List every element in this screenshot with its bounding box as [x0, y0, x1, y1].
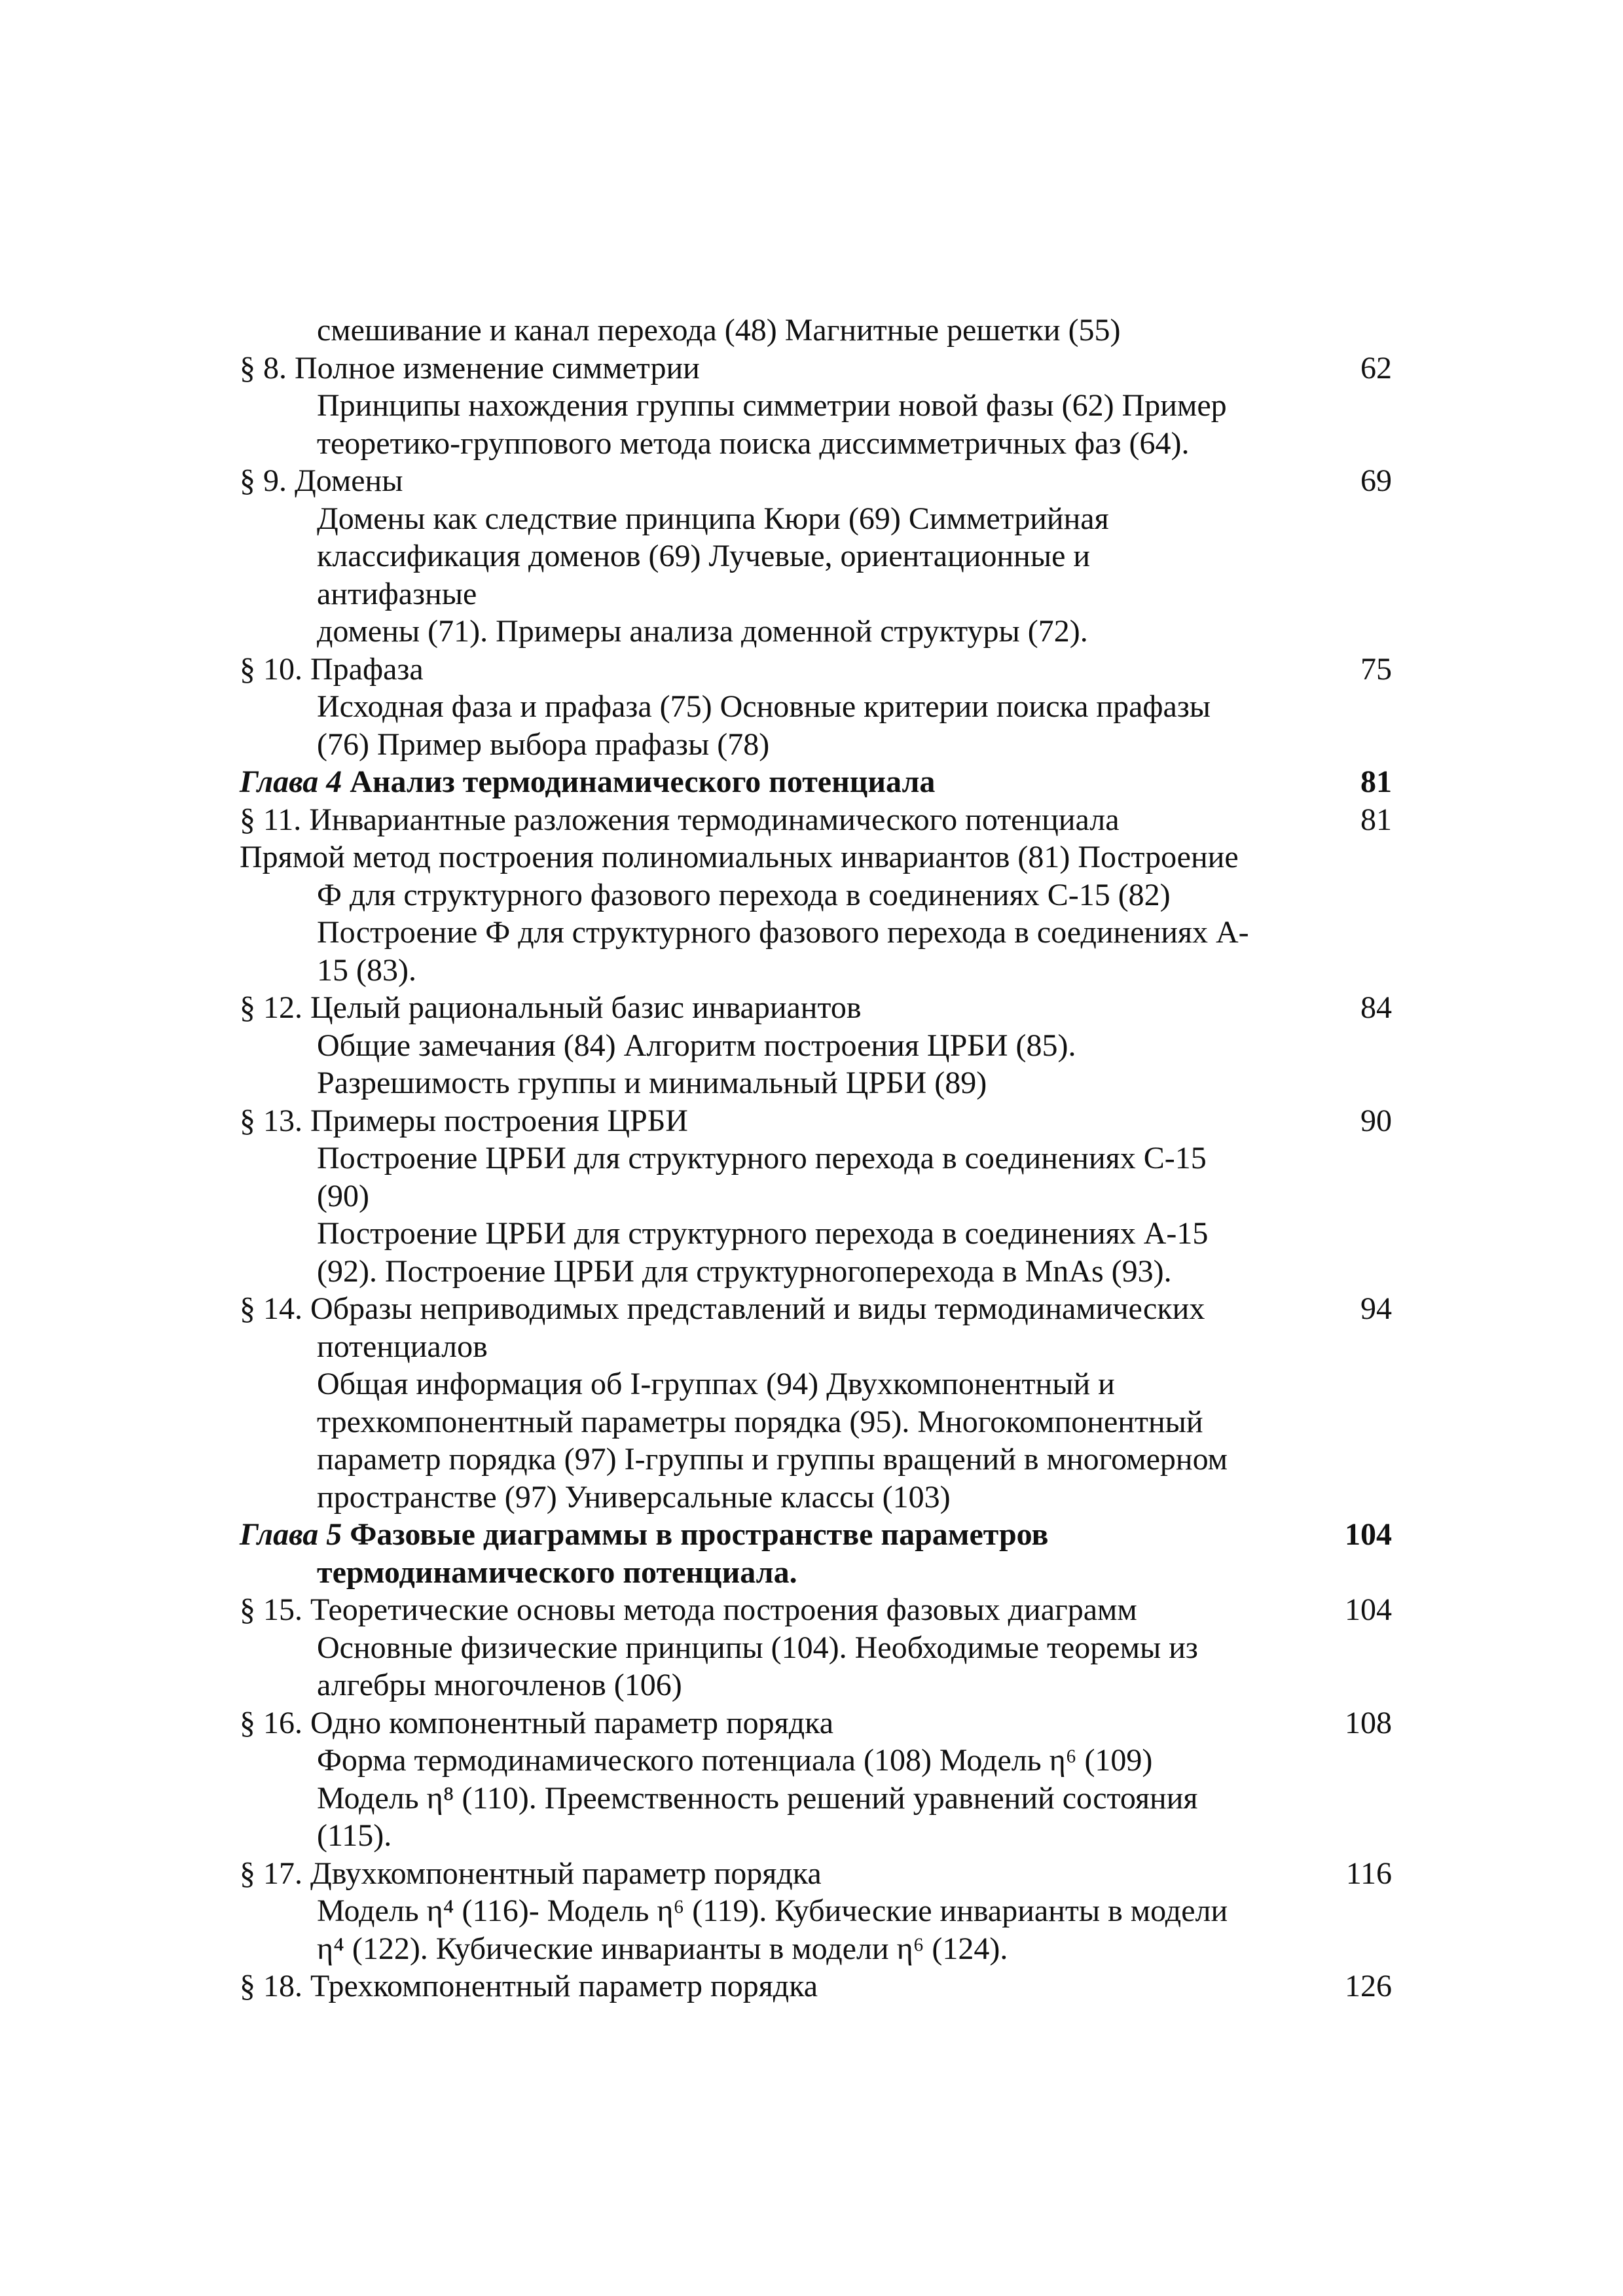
table-of-contents: [240, 312, 1392, 2005]
toc-section-title: § 17. Двухкомпонентный параметр порядка: [240, 1856, 822, 1891]
toc-line: [240, 613, 1392, 651]
toc-section-10: [240, 651, 1392, 689]
toc-text: трехкомпонентный параметры порядка (95). Многокомпонентный: [317, 1404, 1203, 1439]
toc-page-number: 108: [1345, 1705, 1392, 1740]
toc-line: [240, 726, 1392, 764]
toc-line: [240, 1253, 1392, 1291]
toc-text: Прямой метод построения полиномиальных инвариантов (81) Построение: [240, 840, 1239, 874]
toc-section-title: § 13. Примеры построения ЦРБИ: [240, 1103, 688, 1138]
toc-page-number: 81: [1360, 802, 1392, 837]
toc-chapter-4: [240, 763, 1392, 801]
toc-line: [240, 1629, 1392, 1667]
toc-chapter-title-continued: [240, 1554, 1392, 1592]
toc-line: [240, 425, 1392, 463]
toc-line: [240, 1780, 1392, 1818]
toc-section-8: [240, 350, 1392, 387]
chapter-title: Анализ термодинамического потенциала: [350, 764, 936, 799]
toc-page-number: 104: [1345, 1517, 1392, 1552]
toc-page-number: 104: [1345, 1592, 1392, 1627]
toc-text: η⁴ (122). Кубические инварианты в модели η⁶ (124).: [317, 1931, 1008, 1966]
toc-page-number: 75: [1360, 651, 1392, 687]
chapter-label: Глава 4: [240, 764, 342, 799]
toc-section-14: [240, 1290, 1392, 1328]
toc-text: потенциалов: [317, 1329, 488, 1364]
toc-line: [240, 500, 1392, 538]
toc-text: смешивание и канал перехода (48) Магнитные решетки (55): [317, 313, 1121, 348]
toc-line: [240, 1215, 1392, 1253]
toc-section-title: § 16. Одно компонентный параметр порядка: [240, 1705, 834, 1740]
toc-line: [240, 1479, 1392, 1516]
toc-text: (76) Пример выбора прафазы (78): [317, 726, 770, 762]
toc-text: Построение Ф для структурного фазового перехода в соединениях А-: [317, 915, 1249, 950]
toc-section-12: [240, 989, 1392, 1027]
chapter-title: термодинамического потенциала.: [317, 1554, 797, 1590]
toc-text: Ф для структурного фазового перехода в соединениях С-15 (82): [317, 877, 1171, 912]
toc-text: Построение ЦРБИ для структурного перехода в соединениях С-15 (90): [317, 1141, 1207, 1213]
toc-line: [240, 914, 1392, 952]
toc-line: [240, 1892, 1392, 1930]
toc-section-title: § 11. Инвариантные разложения термодинамического потенциала: [240, 802, 1120, 837]
toc-page-number: 62: [1360, 350, 1392, 386]
toc-text: (115).: [317, 1818, 392, 1853]
toc-text: Построение ЦРБИ для структурного перехода в соединениях А-15: [317, 1216, 1209, 1251]
toc-chapter-5: [240, 1516, 1392, 1554]
toc-line: [240, 876, 1392, 914]
toc-section-title: § 15. Теоретические основы метода построения фазовых диаграмм: [240, 1592, 1137, 1627]
toc-page-number: 94: [1360, 1291, 1392, 1326]
toc-section-title: § 10. Прафаза: [240, 651, 424, 687]
toc-text: алгебры многочленов (106): [317, 1668, 682, 1702]
toc-text: Основные физические принципы (104). Необходимые теоремы из: [317, 1630, 1198, 1665]
toc-section-11: [240, 801, 1392, 839]
toc-line: [240, 1441, 1392, 1479]
toc-section-title: § 18. Трехкомпонентный параметр порядка: [240, 1969, 818, 2003]
toc-line: [240, 1139, 1392, 1215]
toc-line: [240, 387, 1392, 425]
toc-text: теоретико-группового метода поиска диссимметричных фаз (64).: [317, 425, 1190, 461]
toc-line: [240, 838, 1392, 876]
toc-section-title: § 12. Целый рациональный базис инвариантов: [240, 990, 862, 1025]
toc-line: [240, 1403, 1392, 1441]
toc-line: [240, 1027, 1392, 1065]
toc-text: Домены как следствие принципа Кюри (69) Симметрийная: [317, 501, 1109, 536]
toc-section-16: [240, 1704, 1392, 1742]
toc-section-13: [240, 1102, 1392, 1140]
toc-text: Исходная фаза и прафаза (75) Основные критерии поиска прафазы: [317, 689, 1211, 724]
toc-page-number: 84: [1360, 990, 1392, 1025]
toc-line: [240, 312, 1392, 350]
toc-page-number: 116: [1345, 1856, 1392, 1891]
toc-page-number: 90: [1360, 1103, 1392, 1138]
toc-text: (92). Построение ЦРБИ для структурногоперехода в MnAs (93).: [317, 1253, 1172, 1289]
toc-line: [240, 1930, 1392, 1968]
toc-section-18: [240, 1967, 1392, 2005]
toc-line: [240, 1817, 1392, 1855]
toc-text: Модель η⁴ (116)- Модель η⁶ (119). Кубические инварианты в модели: [317, 1893, 1228, 1928]
toc-line: [240, 1742, 1392, 1780]
toc-section-title: § 14. Образы неприводимых представлений и виды термодинамических: [240, 1291, 1205, 1326]
toc-line: [240, 1666, 1392, 1704]
toc-page-number: 126: [1345, 1969, 1392, 2003]
toc-line: [240, 1064, 1392, 1102]
toc-text: параметр порядка (97) I-группы и группы вращений в многомерном: [317, 1442, 1228, 1477]
toc-line: [240, 952, 1392, 990]
toc-text: домены (71). Примеры анализа доменной структуры (72).: [317, 614, 1088, 649]
toc-text: классификация доменов (69) Лучевые, ориентационные и антифазные: [317, 539, 1091, 611]
toc-text: пространстве (97) Универсальные классы (103): [317, 1479, 951, 1515]
toc-text: Принципы нахождения группы симметрии новой фазы (62) Пример: [317, 388, 1227, 423]
toc-line: [240, 688, 1392, 726]
toc-text: Форма термодинамического потенциала (108) Модель η⁶ (109): [317, 1743, 1153, 1778]
toc-line: [240, 1328, 1392, 1366]
chapter-title: Фазовые диаграммы в пространстве параметров: [350, 1517, 1049, 1552]
toc-section-15: [240, 1591, 1392, 1629]
toc-text: 15 (83).: [317, 952, 416, 988]
toc-text: Общая информация об I-группах (94) Двухкомпонентный и: [317, 1367, 1115, 1401]
toc-text: Разрешимость группы и минимальный ЦРБИ (89): [317, 1066, 987, 1100]
toc-section-title: § 8. Полное изменение симметрии: [240, 350, 700, 386]
toc-line: [240, 1365, 1392, 1403]
toc-line: [240, 537, 1392, 613]
toc-section-9: [240, 462, 1392, 500]
chapter-label: Глава 5: [240, 1517, 342, 1552]
toc-text: Общие замечания (84) Алгоритм построения ЦРБИ (85).: [317, 1028, 1076, 1063]
toc-page-number: 69: [1360, 463, 1392, 498]
toc-page-number: 81: [1360, 764, 1392, 799]
toc-text: Модель η⁸ (110). Преемственность решений уравнений состояния: [317, 1780, 1198, 1816]
toc-section-17: [240, 1855, 1392, 1893]
toc-section-title: § 9. Домены: [240, 463, 403, 498]
